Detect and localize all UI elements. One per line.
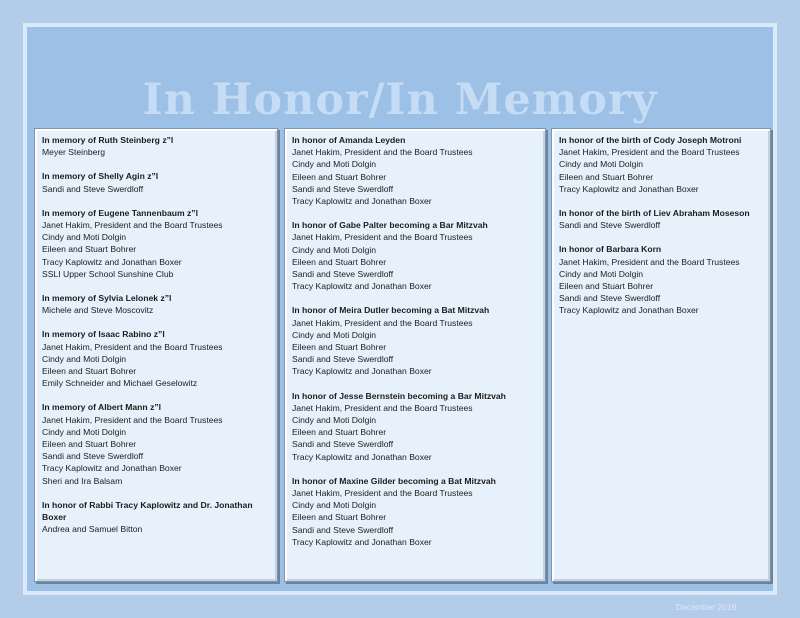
donor-name: Sandi and Steve Swerdloff <box>292 524 394 535</box>
donor-name: Sandi and Steve Swerdloff <box>42 451 144 462</box>
donor-name: Janet Hakim, President and the Board Trustees <box>559 147 740 158</box>
entry-block <box>42 328 271 389</box>
entry-block <box>42 134 271 158</box>
donor-name: Janet Hakim, President and the Board Trustees <box>42 414 223 425</box>
entry-heading: In honor of Meira Dutler becoming a Bat Mitzvah <box>292 305 490 316</box>
donor-name: Janet Hakim, President and the Board Trustees <box>559 256 740 267</box>
donor-name: Eileen and Stuart Bohrer <box>559 281 654 292</box>
donor-name: Sandi and Steve Swerdloff <box>292 354 394 365</box>
donor-name: Michele and Steve Moscovitz <box>42 305 154 316</box>
donor-name: Eileen and Stuart Bohrer <box>292 427 387 438</box>
entry-heading: In memory of Shelly Agin z”l <box>42 171 159 182</box>
donor-name: Cindy and Moti Dolgin <box>292 415 377 426</box>
donor-name: Sandi and Steve Swerdloff <box>559 293 661 304</box>
donor-name: Cindy and Moti Dolgin <box>42 426 127 437</box>
donor-name: Cindy and Moti Dolgin <box>292 159 377 170</box>
column-panel <box>551 128 771 582</box>
donor-name: Tracy Kaplowitz and Jonathan Boxer <box>559 183 699 194</box>
donor-name: Sandi and Steve Swerdloff <box>559 220 661 231</box>
column-panel <box>34 128 278 582</box>
page-title: In Honor/In Memory <box>142 75 658 125</box>
donor-name: Eileen and Stuart Bohrer <box>42 439 137 450</box>
entry-heading: In honor of Barbara Korn <box>559 244 662 255</box>
entry-block <box>292 390 539 463</box>
donor-name: Tracy Kaplowitz and Jonathan Boxer <box>42 256 182 267</box>
entry-heading: In memory of Eugene Tannenbaum z”l <box>42 207 198 218</box>
entry-block <box>42 401 271 486</box>
donor-name: Tracy Kaplowitz and Jonathan Boxer <box>292 366 432 377</box>
donor-name: Tracy Kaplowitz and Jonathan Boxer <box>292 536 432 547</box>
entry-block <box>42 499 271 536</box>
donor-name: Sandi and Steve Swerdloff <box>292 439 394 450</box>
donor-name: Emily Schneider and Michael Geselowitz <box>42 378 198 389</box>
donor-name: Tracy Kaplowitz and Jonathan Boxer <box>292 451 432 462</box>
donor-name: Sandi and Steve Swerdloff <box>292 269 394 280</box>
donor-name: Tracy Kaplowitz and Jonathan Boxer <box>292 196 432 207</box>
donor-name: Sheri and Ira Balsam <box>42 475 123 486</box>
entry-block <box>42 170 271 194</box>
entry-block <box>292 219 539 292</box>
donor-name: Sandi and Steve Swerdloff <box>42 183 144 194</box>
donor-name: Eileen and Stuart Bohrer <box>42 244 137 255</box>
donor-name: Janet Hakim, President and the Board Trustees <box>42 341 223 352</box>
entry-heading: In honor of Maxine Gilder becoming a Bat Mitzvah <box>292 475 496 486</box>
donor-name: Eileen and Stuart Bohrer <box>292 171 387 182</box>
entry-block <box>559 207 764 231</box>
donor-name: Cindy and Moti Dolgin <box>292 329 377 340</box>
donor-name: Tracy Kaplowitz and Jonathan Boxer <box>42 463 182 474</box>
donor-name: Tracy Kaplowitz and Jonathan Boxer <box>292 281 432 292</box>
donor-name: Janet Hakim, President and the Board Trustees <box>292 488 473 499</box>
donor-name: Cindy and Moti Dolgin <box>42 353 127 364</box>
entry-heading: In memory of Isaac Rabino z”l <box>42 329 165 340</box>
entry-block <box>292 475 539 548</box>
donor-name: Andrea and Samuel Bitton <box>42 524 143 535</box>
donor-name: Eileen and Stuart Bohrer <box>559 171 654 182</box>
entry-heading: In honor of the birth of Liev Abraham Moseson <box>559 208 750 219</box>
donor-name: Cindy and Moti Dolgin <box>42 232 127 243</box>
donor-name: Eileen and Stuart Bohrer <box>42 366 137 377</box>
entry-heading: In honor of Amanda Leyden <box>292 135 406 145</box>
donor-name: Eileen and Stuart Bohrer <box>292 256 387 267</box>
donor-name: Cindy and Moti Dolgin <box>292 244 377 255</box>
entry-heading: In memory of Sylvia Lelonek z”l <box>42 293 172 304</box>
entry-block <box>42 207 271 280</box>
donor-name: Cindy and Moti Dolgin <box>559 268 644 279</box>
entry-block <box>42 292 271 316</box>
entry-heading: In honor of Gabe Palter becoming a Bar Mitzvah <box>292 220 488 231</box>
entry-block <box>559 134 764 195</box>
donor-name: SSLI Upper School Sunshine Club <box>42 268 174 279</box>
donor-name: Tracy Kaplowitz and Jonathan Boxer <box>559 305 699 316</box>
donor-name: Janet Hakim, President and the Board Trustees <box>292 317 473 328</box>
donor-name: Meyer Steinberg <box>42 147 106 158</box>
donor-name: Eileen and Stuart Bohrer <box>292 342 387 353</box>
entry-block <box>292 304 539 377</box>
entry-heading: In honor of Jesse Bernstein becoming a Bar Mitzvah <box>292 390 506 401</box>
entry-block <box>292 134 539 207</box>
footer-date: December 2016 <box>676 602 737 612</box>
donor-name: Janet Hakim, President and the Board Trustees <box>292 147 473 158</box>
donor-name: Janet Hakim, President and the Board Trustees <box>292 402 473 413</box>
entry-heading: In memory of Ruth Steinberg z”l <box>42 135 174 145</box>
donor-name: Sandi and Steve Swerdloff <box>292 183 394 194</box>
entry-heading: In memory of Albert Mann z”l <box>42 402 162 413</box>
donor-name: Janet Hakim, President and the Board Trustees <box>292 232 473 243</box>
donor-name: Eileen and Stuart Bohrer <box>292 512 387 523</box>
donor-name: Cindy and Moti Dolgin <box>292 500 377 511</box>
entry-heading: In honor of Rabbi Tracy Kaplowitz and Dr. Jonathan Boxer <box>42 499 253 523</box>
column-panel <box>284 128 546 582</box>
donor-name: Cindy and Moti Dolgin <box>559 159 644 170</box>
entry-heading: In honor of the birth of Cody Joseph Motroni <box>559 135 742 145</box>
entry-block <box>559 243 764 316</box>
donor-name: Janet Hakim, President and the Board Trustees <box>42 220 223 231</box>
